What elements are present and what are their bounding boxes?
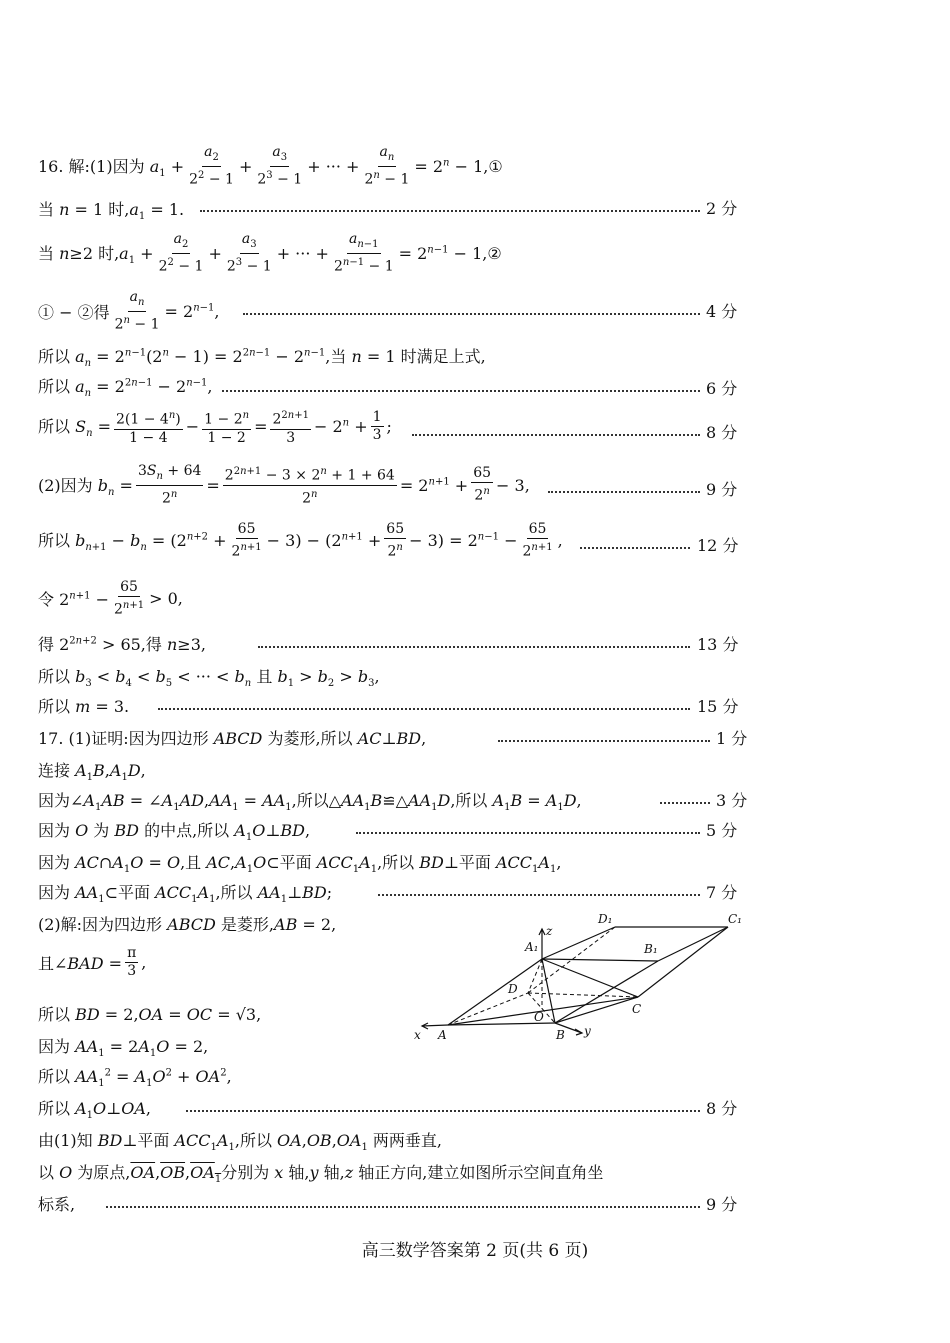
leader-dots: [200, 194, 700, 212]
label-z: z: [546, 924, 553, 938]
line-16-8: (2)因为 $b_n$ = $\frac{3S_n + 64}{2^n}$ = $\frac{2^{2n+1} - 3 \times 2^n + 1 + 64}{2^n}$ = $2^{n+1}$ + $\frac{65}{2^n}$ − 3,: [38, 463, 530, 507]
line-17-4: 因为 O 为 BD 的中点,所以 $A_1O\perp BD$,: [38, 821, 311, 844]
leader-dots: [660, 786, 710, 804]
label-c1: C₁: [728, 912, 742, 926]
line-16-13: 所以 m = 3.: [38, 697, 130, 716]
score-9: 9 分: [706, 480, 738, 499]
score-12: 12 分: [697, 536, 739, 555]
leader-dots: [186, 1094, 700, 1112]
line-16-7: 所以 $S_n$ = $\frac{2(1 - 4^n)}{1 - 4}$ − $\frac{1 - 2^n}{1 - 2}$ = $\frac{2^{2n+1}}{3}$ − $2^n$ + $\frac{1}{3}$ ;: [38, 409, 392, 446]
line-16-9: 所以 $b_{n+1} - b_n = (2^{n+2}$ + $\frac{65}{2^{n+1}}$ − $3) - (2^{n+1}$ + $\frac{65}{2^n}$ − $3) = 2^{n-1}$ − $\frac{65}{2^{n+1}}$ ,: [38, 521, 563, 560]
label-o: O: [534, 1010, 544, 1024]
line-17-11: 所以 $AA_1^2 = A_1O^2 + OA^2$,: [38, 1067, 232, 1090]
line-16-1: 16. 解:(1)因为 $a_1$ + $\frac{a_2}{2^2 - 1}$ + $\frac{a_3}{2^3 - 1}$ + ··· + $\frac{a_n}{2^n - 1}$ = $2^n$ − 1,①: [38, 144, 503, 188]
label-y: y: [584, 1024, 591, 1038]
label-b: B: [556, 1028, 565, 1042]
label-x: x: [414, 1028, 421, 1042]
line-16-12: 所以 $b_3 < b_4 < b_5$ < ··· < $b_n$ 且 $b_1 > b_2 > b_3$,: [38, 667, 380, 690]
line-17-7: (2)解:因为四边形 ABCD 是菱形,AB = 2,: [38, 915, 337, 934]
label-d1: D₁: [598, 912, 613, 926]
line-17-10: 因为 $AA_1 = 2A_1O = 2$,: [38, 1037, 209, 1060]
line-17-12: 所以 $A_1O\perp OA$,: [38, 1099, 151, 1122]
line-17-14: 以 O 为原点$,\overline{OA},\overline{OB},OA_1$分别为 x 轴,y 轴,z 轴正方向,建立如图所示空间直角坐: [38, 1163, 604, 1186]
line-17-2: 连接 $A_1B,A_1D$,: [38, 761, 146, 784]
line-17-15: 标系,: [38, 1195, 76, 1214]
line-17-8: 且∠BAD = $\frac{\pi}{3}$ ,: [38, 945, 147, 979]
line-17-1: 17. (1)证明:因为四边形 ABCD 为菱形,所以 AC⊥BD,: [38, 729, 427, 748]
score-8: 8 分: [706, 423, 738, 442]
score-15: 15 分: [697, 697, 739, 716]
leader-dots: [412, 418, 700, 436]
score-7: 7 分: [706, 883, 738, 902]
label-b1: B₁: [644, 942, 658, 956]
score-13: 13 分: [697, 635, 739, 654]
score-3: 3 分: [716, 791, 748, 810]
score-5: 5 分: [706, 821, 738, 840]
label-c: C: [632, 1002, 642, 1016]
leader-dots: [356, 816, 700, 834]
line-17-3: 因为$\angle A_1AB$ = $\angle A_1AD,AA_1 = AA_1$,所以$\triangle AA_1B≌\triangle AA_1D$,所以 $A_1B = A_1D$,: [38, 791, 582, 814]
line-17-9: 所以 BD = 2,OA = OC = √3,: [38, 1005, 262, 1024]
leader-dots: [580, 531, 690, 549]
score-1: 1 分: [716, 729, 748, 748]
leader-dots: [548, 475, 700, 493]
score-4: 4 分: [706, 302, 738, 321]
line-16-10: 令 $2^{n+1}$ − $\frac{65}{2^{n+1}}$ > 0,: [38, 579, 183, 618]
line-16-4: ① − ②得 $\frac{a_n}{2^n - 1}$ = $2^{n-1}$,: [38, 289, 220, 333]
leader-dots: [498, 724, 710, 742]
leader-dots: [106, 1190, 700, 1208]
leader-dots: [378, 878, 700, 896]
line-16-2: 当 n = 1 时$,a_1 = 1$.: [38, 200, 185, 223]
parallelepiped-figure: [410, 905, 750, 1050]
leader-dots: [243, 297, 700, 315]
line-16-3: 当 n≥2 时$,a_1$ + $\frac{a_2}{2^2 - 1}$ + $\frac{a_3}{2^3 - 1}$ + ··· + $\frac{a_{n-1}}{2^{n-1} - 1}$ = $2^{n-1}$ − 1,②: [38, 231, 502, 275]
leader-dots: [222, 374, 700, 392]
label-d: D: [508, 982, 518, 996]
page-footer: 高三数学答案第 2 页(共 6 页): [361, 1241, 589, 1261]
score-2: 2 分: [706, 199, 738, 218]
line-17-5: 因为 $AC\cap A_1O = O$,且 $AC,A_1O\subset$平面 $ACC_1A_1$,所以 BD⊥平面 $ACC_1A_1$,: [38, 853, 562, 876]
line-16-5: 所以 $a_n = 2^{n-1}(2^n - 1) = 2^{2n-1} - 2^{n-1}$,当 n = 1 时满足上式,: [38, 347, 486, 370]
score-6: 6 分: [706, 379, 738, 398]
line-16-6: 所以 $a_n = 2^{2n-1} - 2^{n-1}$,: [38, 377, 213, 400]
line-16-11: 得 $2^{2n+2} > 65$,得 n≥3,: [38, 635, 206, 654]
leader-dots: [158, 692, 690, 710]
line-17-13: 由(1)知 BD⊥平面 $ACC_1A_1$,所以 $OA,OB,OA_1$ 两两垂直,: [38, 1131, 443, 1154]
score-9b: 9 分: [706, 1195, 738, 1214]
label-a: A: [438, 1028, 447, 1042]
score-8b: 8 分: [706, 1099, 738, 1118]
leader-dots: [258, 630, 690, 648]
label-a1: A₁: [525, 940, 539, 954]
line-17-6: 因为 $AA_1\subset$平面 $ACC_1A_1$,所以 $AA_1\perp BD$;: [38, 883, 333, 906]
